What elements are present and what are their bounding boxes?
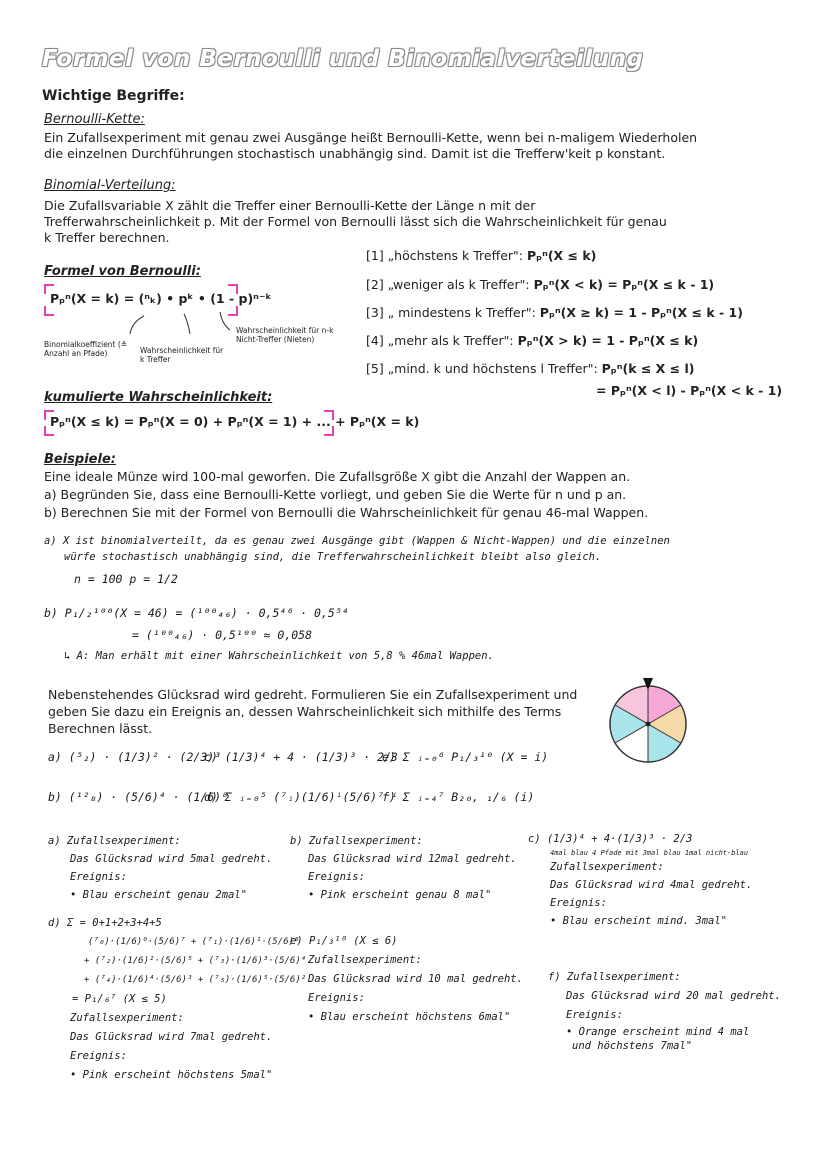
rule-item (366, 248, 596, 263)
solution-b-line: b) P₁/₂¹⁰⁰(X = 46) = (¹⁰⁰₄₆) · 0,5⁴⁶ · 0,5⁵⁴ (44, 606, 349, 620)
rule5-continuation: = Pₚⁿ(X < l) - Pₚⁿ(X < k - 1) (596, 383, 783, 398)
solution-event: • Pink erscheint genau 8 mal" (308, 889, 492, 901)
solution-b-answer: ↳ A: Man erhält mit einer Wahrscheinlichkeit von 5,8 % 46mal Wappen. (64, 650, 494, 662)
solution-sum-line: + (⁷₂)·(1/6)²·(5/6)⁵ + (⁷₃)·(1/6)³·(5/6)⁴ (84, 956, 307, 966)
definition-line: Ein Zufallsexperiment mit genau zwei Ausgänge heißt Bernoulli-Kette, wenn bei n-maligem Wiederholen (44, 130, 698, 145)
solution-experiment-label: Zufallsexperiment: (308, 954, 422, 966)
solution-event-label: Ereignis: (70, 871, 127, 883)
solution-result: = P₁/₆⁷ (X ≤ 5) (72, 993, 167, 1005)
rule-item (366, 277, 714, 292)
rule-label: [2] „weniger als k Treffer": (366, 277, 530, 292)
cumulative-heading: kumulierte Wahrscheinlichkeit: (44, 390, 273, 405)
solution-experiment: Das Glücksrad wird 12mal gedreht. (308, 853, 517, 865)
term-c: c) (1/3)⁴ + 4 · (1/3)³ · 2/3 (204, 750, 398, 764)
solution-b-line: = (¹⁰⁰₄₆) · 0,5¹⁰⁰ ≈ 0,058 (132, 628, 313, 642)
solution-a-line: würfe stochastisch unabhängig sind, die Trefferwahrscheinlichkeit bleibt also gleich. (64, 551, 602, 563)
solution-experiment-label: Zufallsexperiment: (70, 1012, 184, 1024)
solution-event: • Blau erscheint mind. 3mal" (550, 915, 728, 927)
solution-event: • Orange erscheint mind 4 mal (566, 1026, 750, 1038)
bracket-corner (44, 306, 54, 316)
nieten-probability-note: Wahrscheinlichkeit für n-k Nicht-Treffer (Nieten) (236, 326, 334, 344)
binomial-coefficient-note: Binomialkoeffizient (≙ Anzahl an Pfade) (44, 340, 128, 358)
solution-event-label: Ereignis: (550, 897, 607, 909)
solution-experiment: Das Glücksrad wird 7mal gedreht. (70, 1031, 273, 1043)
cumulative-formula: Pₚⁿ(X ≤ k) = Pₚⁿ(X = 0) + Pₚⁿ(X = 1) + ... + Pₚⁿ(X = k) (50, 414, 420, 429)
solution-a-line: a) X ist binomialverteilt, da es genau zwei Ausgänge gibt (Wappen & Nicht-Wappen) und die einzelnen (44, 535, 670, 547)
section-title: Wichtige Begriffe: (42, 88, 185, 104)
rule-label: [5] „mind. k und höchstens l Treffer": (366, 361, 598, 376)
prize-wheel (604, 676, 694, 772)
solution-event-label: Ereignis: (566, 1009, 623, 1021)
solution-experiment: Das Glücksrad wird 10 mal gedreht. (308, 973, 523, 985)
solution-d (48, 914, 306, 1085)
page-title: Formel von Bernoulli und Binomialverteilung (42, 46, 644, 72)
solution-b (290, 832, 517, 904)
binomial-definition (44, 198, 804, 246)
rule-formula: Pₚⁿ(X ≥ k) = 1 - Pₚⁿ(X ≤ k - 1) (539, 305, 743, 320)
solution-experiment: Das Glücksrad wird 5mal gedreht. (70, 853, 273, 865)
solution-experiment: Das Glücksrad wird 4mal gedreht. (550, 879, 753, 891)
term-b: b) (¹²₈) · (5/6)⁴ · (1/6)⁸ (48, 790, 229, 804)
solution-f (548, 968, 781, 1053)
bernoulli-chain-definition (44, 130, 804, 162)
task-line: a) Begründen Sie, dass eine Bernoulli-Kette vorliegt, und geben Sie die Werte für n und p an. (44, 487, 627, 502)
solution-label: c) (1/3)⁴ + 4·(1/3)³ · 2/3 (528, 833, 693, 845)
solution-sum-line: + (⁷₄)·(1/6)⁴·(5/6)³ + (⁷₅)·(1/6)⁵·(5/6)² (84, 975, 307, 985)
solution-a-values: n = 100 p = 1/2 (74, 572, 178, 586)
rule-item (366, 361, 695, 376)
solution-event: • Blau erscheint genau 2mal" (70, 889, 248, 901)
solution-event: und höchstens 7mal" (572, 1040, 693, 1052)
solution-c (528, 830, 752, 930)
rule-label: [1] „höchstens k Treffer": (366, 248, 524, 263)
binomial-heading: Binomial-Verteilung: (44, 178, 176, 193)
solution-event-label: Ereignis: (308, 871, 365, 883)
rule-label: [3] „ mindestens k Treffer": (366, 305, 536, 320)
solution-experiment-label: Zufallsexperiment: (550, 861, 664, 873)
solution-e (290, 932, 523, 1027)
rule-label: [4] „mehr als k Treffer": (366, 333, 514, 348)
solution-event: • Pink erscheint höchstens 5mal" (70, 1069, 273, 1081)
bernoulli-formula: Pₚⁿ(X = k) = (ⁿₖ) • pᵏ • (1 - p)ⁿ⁻ᵏ (50, 291, 272, 306)
rule-formula: Pₚⁿ(X ≤ k) (527, 248, 597, 263)
examples-heading: Beispiele: (44, 452, 116, 467)
solution-sum-line: (⁷₀)·(1/6)⁰·(5/6)⁷ + (⁷₁)·(1/6)¹·(5/6)⁶ (88, 937, 300, 947)
task-line: Berechnen lässt. (48, 721, 153, 736)
definition-line: k Treffer berechnen. (44, 230, 170, 245)
solution-label: e) P₁/₃¹⁰ (X ≤ 6) (290, 935, 398, 947)
task-line: geben Sie dazu ein Ereignis an, dessen Wahrscheinlichkeit sich mithilfe des Terms (48, 704, 562, 719)
rule-formula: Pₚⁿ(k ≤ X ≤ l) (601, 361, 695, 376)
term-d: d) Σ ᵢ₌₀⁵ (⁷ᵢ)(1/6)ⁱ(5/6)⁷⁻ⁱ (204, 790, 398, 804)
task-line: Nebenstehendes Glücksrad wird gedreht. Formulieren Sie ein Zufallsexperiment und (48, 687, 578, 702)
solution-event: • Blau erscheint höchstens 6mal" (308, 1011, 511, 1023)
bernoulli-formula-heading: Formel von Bernoulli: (44, 264, 201, 279)
solution-notes: 4mal blau 4 Pfade mit 3mal blau 1mal nicht-blau (550, 849, 749, 857)
task-line: Eine ideale Münze wird 100-mal geworfen. Die Zufallsgröße X gibt die Anzahl der Wappen an. (44, 469, 631, 484)
definition-line: die einzelnen Durchführungen stochastisch unabhängig sind. Damit ist die Trefferw'keit p konstant. (44, 146, 666, 161)
solution-label: a) Zufallsexperiment: (48, 835, 181, 847)
bernoulli-chain-heading: Bernoulli-Kette: (44, 112, 145, 127)
solution-experiment: Das Glücksrad wird 20 mal gedreht. (566, 990, 781, 1002)
annotation-arrows (60, 308, 260, 344)
solution-label: d) Σ = 0+1+2+3+4+5 (48, 917, 162, 929)
treffer-probability-note: Wahrscheinlichkeit für k Treffer (140, 346, 224, 364)
solution-label: f) Zufallsexperiment: (548, 971, 681, 983)
rule-item (366, 333, 698, 348)
solution-event-label: Ereignis: (70, 1050, 127, 1062)
term-e: e) Σ ᵢ₌₀⁶ P₁/₃¹⁰ (X = i) (382, 750, 549, 764)
definition-line: Trefferwahrscheinlichkeit p. Mit der Formel von Bernoulli lässt sich die Wahrscheinlichkeit für genau (44, 214, 667, 229)
rule-formula: Pₚⁿ(X < k) = Pₚⁿ(X ≤ k - 1) (533, 277, 715, 292)
definition-line: Die Zufallsvariable X zählt die Treffer einer Bernoulli-Kette der Länge n mit der (44, 198, 536, 213)
example-task (44, 468, 804, 522)
solution-event-label: Ereignis: (308, 992, 365, 1004)
task-line: b) Berechnen Sie mit der Formel von Bernoulli die Wahrscheinlichkeit für genau 46-mal Wappen. (44, 505, 649, 520)
term-f: f) Σ ᵢ₌₄⁷ B₂₀, ₁/₆ (i) (382, 790, 535, 804)
term-a: a) (⁵₂) · (1/3)² · (2/3)³ (48, 750, 222, 764)
rule-item (366, 305, 743, 320)
solution-label: b) Zufallsexperiment: (290, 835, 423, 847)
solution-a (48, 832, 272, 904)
rule-formula: Pₚⁿ(X > k) = 1 - Pₚⁿ(X ≤ k) (517, 333, 699, 348)
wheel-task (48, 686, 608, 737)
